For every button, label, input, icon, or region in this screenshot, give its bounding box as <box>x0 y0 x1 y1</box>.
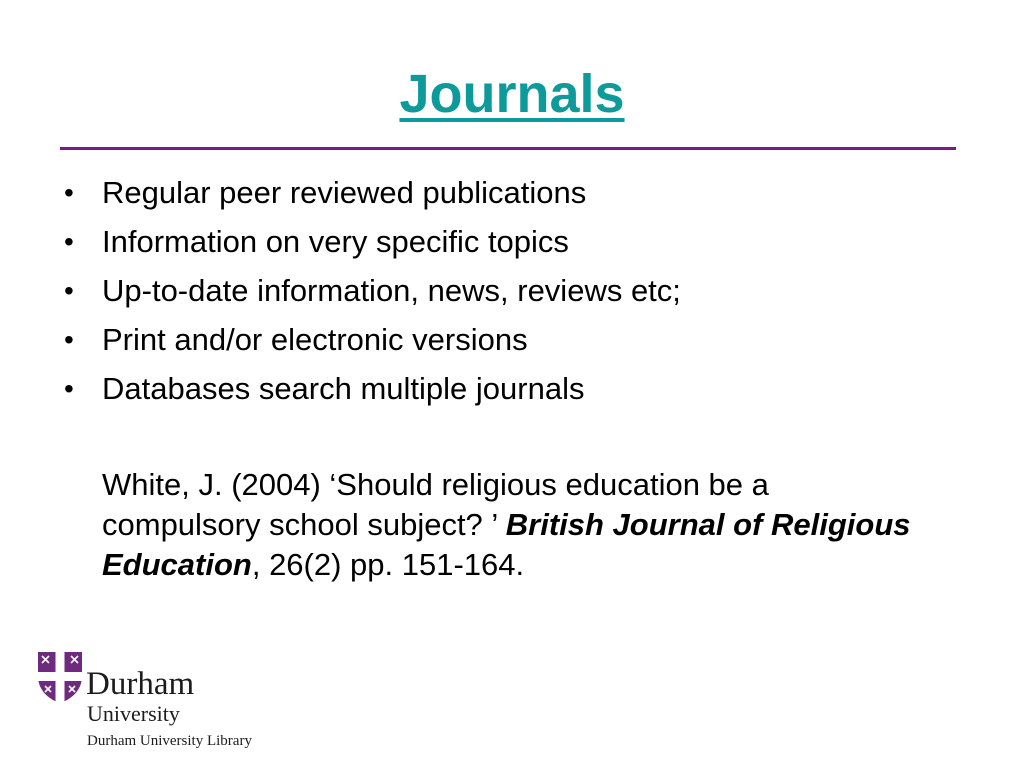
bullet-text: Regular peer reviewed publications <box>102 175 587 210</box>
bullet-text: Databases search multiple journals <box>102 371 585 406</box>
logo-subname: University <box>87 701 180 726</box>
bullet-symbol: • <box>64 177 74 208</box>
citation-lead: White, J. (2004) ‘Should religious education be a compulsory school subject? ’ <box>102 467 769 542</box>
bullet-symbol: • <box>64 226 74 257</box>
citation-journal-title: British Journal of Religious Education <box>102 507 911 582</box>
slide-title: Journals <box>399 64 625 124</box>
citation <box>102 465 922 585</box>
logo-library-name: Durham University Library <box>87 733 252 749</box>
bullet-item <box>60 266 960 315</box>
bullet-text: Print and/or electronic versions <box>102 322 528 357</box>
citation-tail: , 26(2) pp. 151-164. <box>251 547 525 582</box>
bullet-symbol: • <box>64 324 74 355</box>
bullet-item <box>60 364 960 413</box>
durham-shield-icon <box>36 650 84 704</box>
bullet-list <box>60 168 960 413</box>
logo-name: Durham <box>86 666 195 702</box>
bullet-symbol: • <box>64 373 74 404</box>
durham-university-logo <box>36 648 266 758</box>
bullet-symbol: • <box>64 275 74 306</box>
bullet-item <box>60 168 960 217</box>
bullet-text: Up-to-date information, news, reviews etc; <box>102 273 681 308</box>
title-divider <box>60 147 956 150</box>
bullet-item <box>60 217 960 266</box>
bullet-text: Information on very specific topics <box>102 224 569 259</box>
bullet-item <box>60 315 960 364</box>
